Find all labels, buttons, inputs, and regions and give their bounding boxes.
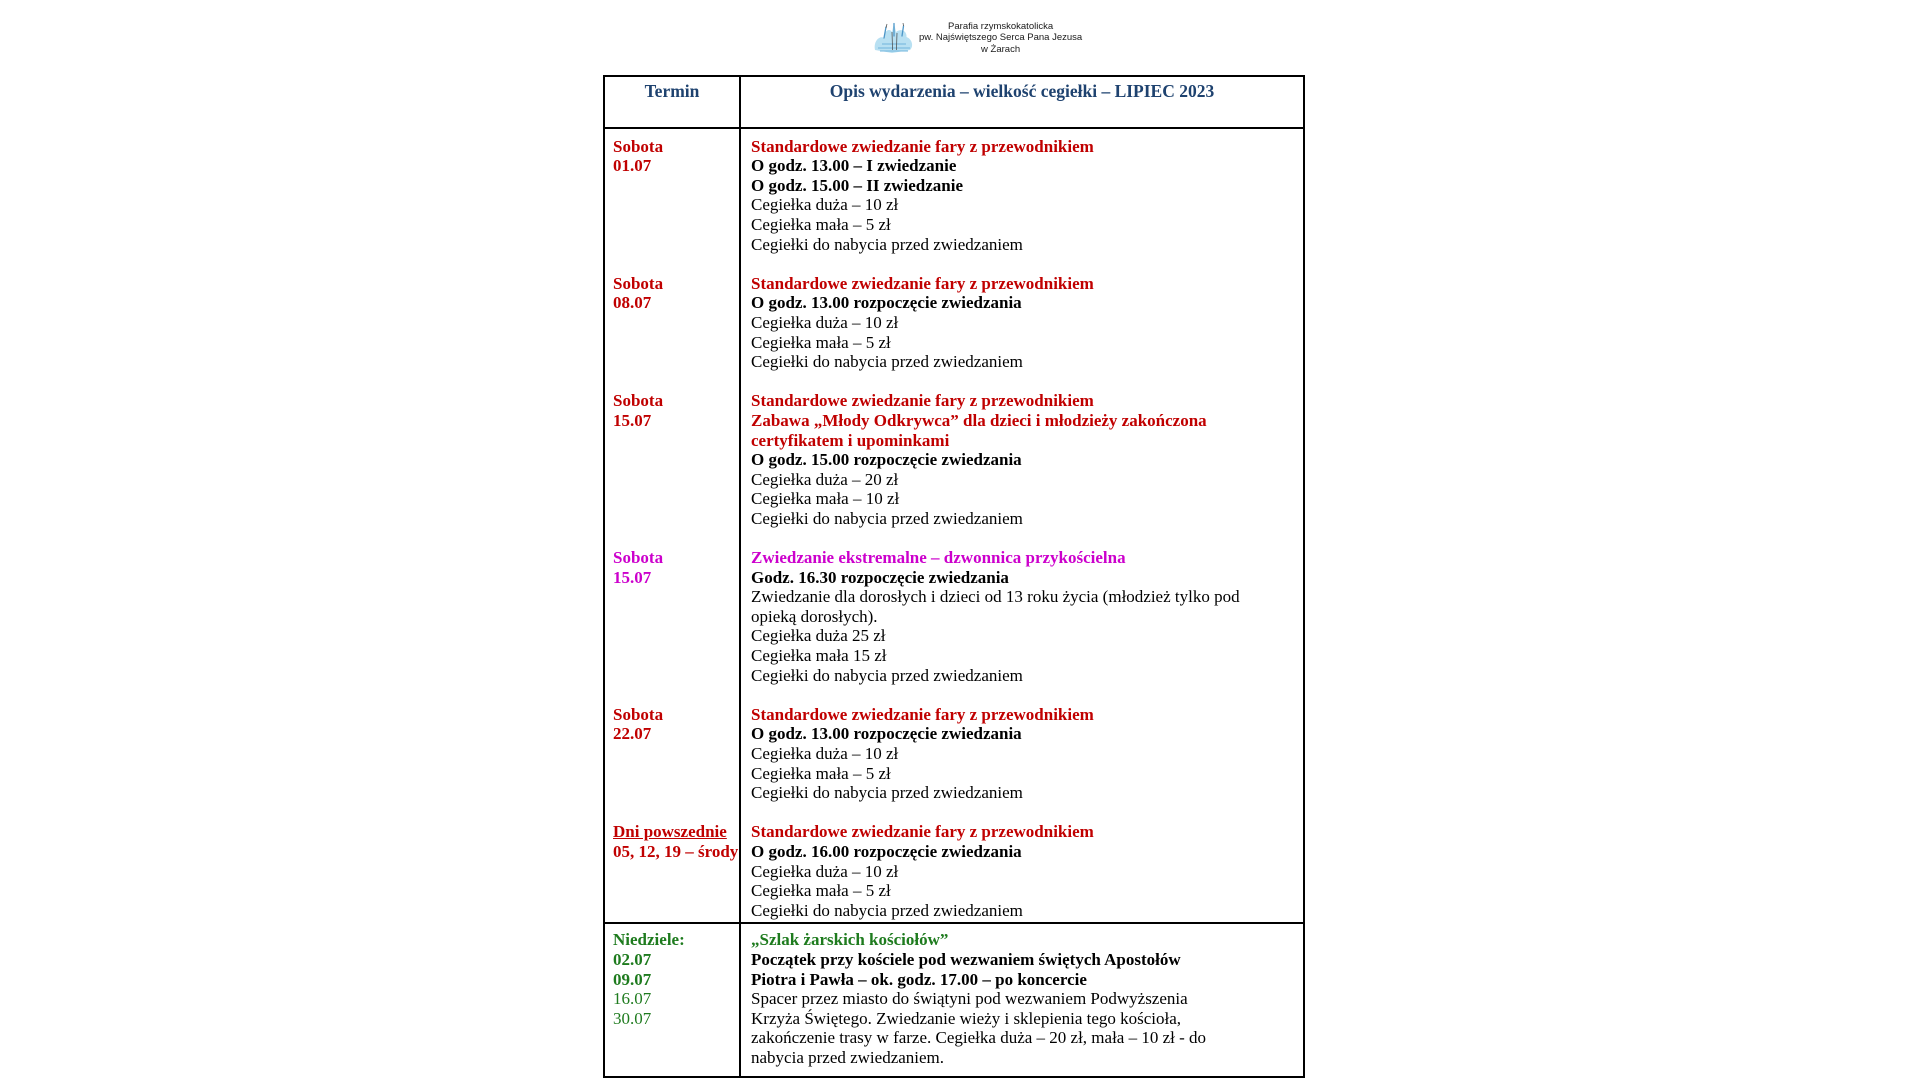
event-date-cell <box>605 274 741 392</box>
event-date-cell <box>605 391 741 548</box>
parish-name <box>919 21 1082 56</box>
sunday-desc-line: Spacer przez miasto do świątyni pod wezwaniem Podwyższenia <box>751 989 1188 1009</box>
event-desc-line: O godz. 13.00 – I zwiedzanie <box>751 156 957 176</box>
event-desc-line: O godz. 13.00 rozpoczęcie zwiedzania <box>751 724 1022 744</box>
sunday-date-line: 02.07 <box>613 949 652 969</box>
parish-name-line2: pw. Najświętszego Serca Pana Jezusa <box>919 32 1083 44</box>
event-desc-line: Cegiełka duża – 10 zł <box>751 861 899 881</box>
event-date-cell <box>605 822 741 922</box>
event-desc-line: Cegiełka duża 25 zł <box>751 626 886 646</box>
event-desc-line: Standardowe zwiedzanie fary z przewodnikiem <box>751 822 1094 842</box>
event-desc-cell <box>741 822 1303 922</box>
event-desc-line: Cegiełki do nabycia przed zwiedzaniem <box>751 783 1023 803</box>
event-date-line: Sobota <box>613 391 664 411</box>
event-desc-line: Zwiedzanie ekstremalne – dzwonnica przykościelna <box>751 548 1126 568</box>
column-header-termin: Termin <box>605 77 741 129</box>
event-desc-line: Cegiełka duża – 10 zł <box>751 744 899 763</box>
event-desc-line: Cegiełka mała – 5 zł <box>751 214 891 234</box>
event-date-cell <box>605 548 741 705</box>
parish-name-line1: Parafia rzymskokatolicka <box>948 20 1054 32</box>
event-desc-line: Cegiełka mała – 5 zł <box>751 763 891 783</box>
event-desc-line: O godz. 15.00 rozpoczęcie zwiedzania <box>751 450 1022 470</box>
sunday-desc-cell <box>741 922 1303 1075</box>
event-desc-cell <box>741 548 1303 705</box>
event-desc-line: opieką dorosłych). <box>751 606 878 626</box>
parish-logo <box>872 20 1082 56</box>
event-desc-line: Cegiełki do nabycia przed zwiedzaniem <box>751 665 1023 685</box>
event-desc-line: Cegiełka mała – 5 zł <box>751 332 891 352</box>
sunday-date-line: Niedziele: <box>613 930 685 950</box>
event-desc-line: Standardowe zwiedzanie fary z przewodnikiem <box>751 704 1094 724</box>
event-desc-line: Cegiełki do nabycia przed zwiedzaniem <box>751 234 1023 254</box>
event-desc-cell <box>741 129 1303 274</box>
event-date-cell <box>605 705 741 823</box>
event-desc-line: Cegiełka duża – 20 zł <box>751 469 899 489</box>
event-desc-line: Zwiedzanie dla dorosłych i dzieci od 13 roku życia (młodzież tylko pod <box>751 587 1240 607</box>
event-date-line: 15.07 <box>613 410 652 430</box>
sunday-desc-line: zakończenie trasy w farze. Cegiełka duża – 20 zł, mała – 10 zł - do <box>751 1028 1207 1048</box>
event-desc-line: Godz. 16.30 rozpoczęcie zwiedzania <box>751 567 1009 587</box>
event-date-line: 22.07 <box>613 724 652 744</box>
event-date-line: Sobota <box>613 704 664 724</box>
event-date-line: Sobota <box>613 136 664 156</box>
parish-name-line3: w Żarach <box>981 43 1021 55</box>
event-desc-line: Cegiełka mała – 10 zł <box>751 489 900 509</box>
column-header-opis: Opis wydarzenia – wielkość cegiełki – LIPIEC 2023 <box>741 77 1303 129</box>
event-date-line: Sobota <box>613 548 664 568</box>
event-desc-line: Zabawa „Młody Odkrywca” dla dzieci i młodzieży zakończona <box>751 410 1207 430</box>
event-date-line: 15.07 <box>613 567 652 587</box>
event-desc-line: certyfikatem i upominkami <box>751 430 950 450</box>
event-desc-line: Cegiełki do nabycia przed zwiedzaniem <box>751 508 1023 528</box>
event-date-line: 05, 12, 19 – środy <box>613 841 739 861</box>
event-date-line: Dni powszednie <box>613 822 727 842</box>
sunday-date-cell <box>605 922 741 1075</box>
event-desc-line: Cegiełka mała 15 zł <box>751 646 887 666</box>
sunday-desc-line: Początek przy kościele pod wezwaniem świętych Apostołów <box>751 949 1181 969</box>
event-desc-line: O godz. 13.00 rozpoczęcie zwiedzania <box>751 293 1022 313</box>
sunday-date-line: 09.07 <box>613 969 652 989</box>
event-desc-line: Cegiełka mała – 5 zł <box>751 881 891 901</box>
event-desc-line: Cegiełki do nabycia przed zwiedzaniem <box>751 900 1023 920</box>
sunday-desc-line: Piotra i Pawła – ok. godz. 17.00 – po koncercie <box>751 969 1087 989</box>
event-desc-line: Standardowe zwiedzanie fary z przewodnikiem <box>751 391 1094 411</box>
sunday-date-line: 30.07 <box>613 1008 652 1028</box>
event-date-line: 01.07 <box>613 156 652 176</box>
sunday-desc-line: nabycia przed zwiedzaniem. <box>751 1047 945 1067</box>
sunday-date-line: 16.07 <box>613 989 652 1009</box>
event-date-cell <box>605 129 741 274</box>
event-desc-line: Cegiełka duża – 10 zł <box>751 195 899 215</box>
event-date-line: Sobota <box>613 273 664 293</box>
event-desc-cell <box>741 391 1303 548</box>
event-desc-cell <box>741 705 1303 823</box>
event-desc-line: Cegiełki do nabycia przed zwiedzaniem <box>751 352 1023 372</box>
event-desc-line: Standardowe zwiedzanie fary z przewodnikiem <box>751 136 1094 156</box>
event-date-line: 08.07 <box>613 293 652 313</box>
event-desc-line: Cegiełka duża – 10 zł <box>751 312 899 332</box>
church-sketch-icon <box>872 20 916 56</box>
event-desc-cell <box>741 274 1303 392</box>
event-desc-line: O godz. 16.00 rozpoczęcie zwiedzania <box>751 841 1022 861</box>
schedule-table <box>603 75 1305 1078</box>
event-desc-line: O godz. 15.00 – II zwiedzanie <box>751 175 964 195</box>
sunday-desc-line: Krzyża Świętego. Zwiedzanie wieży i sklepienia tego kościoła, <box>751 1008 1182 1028</box>
sunday-desc-line: „Szlak żarskich kościołów” <box>751 930 949 950</box>
event-desc-line: Standardowe zwiedzanie fary z przewodnikiem <box>751 273 1094 293</box>
